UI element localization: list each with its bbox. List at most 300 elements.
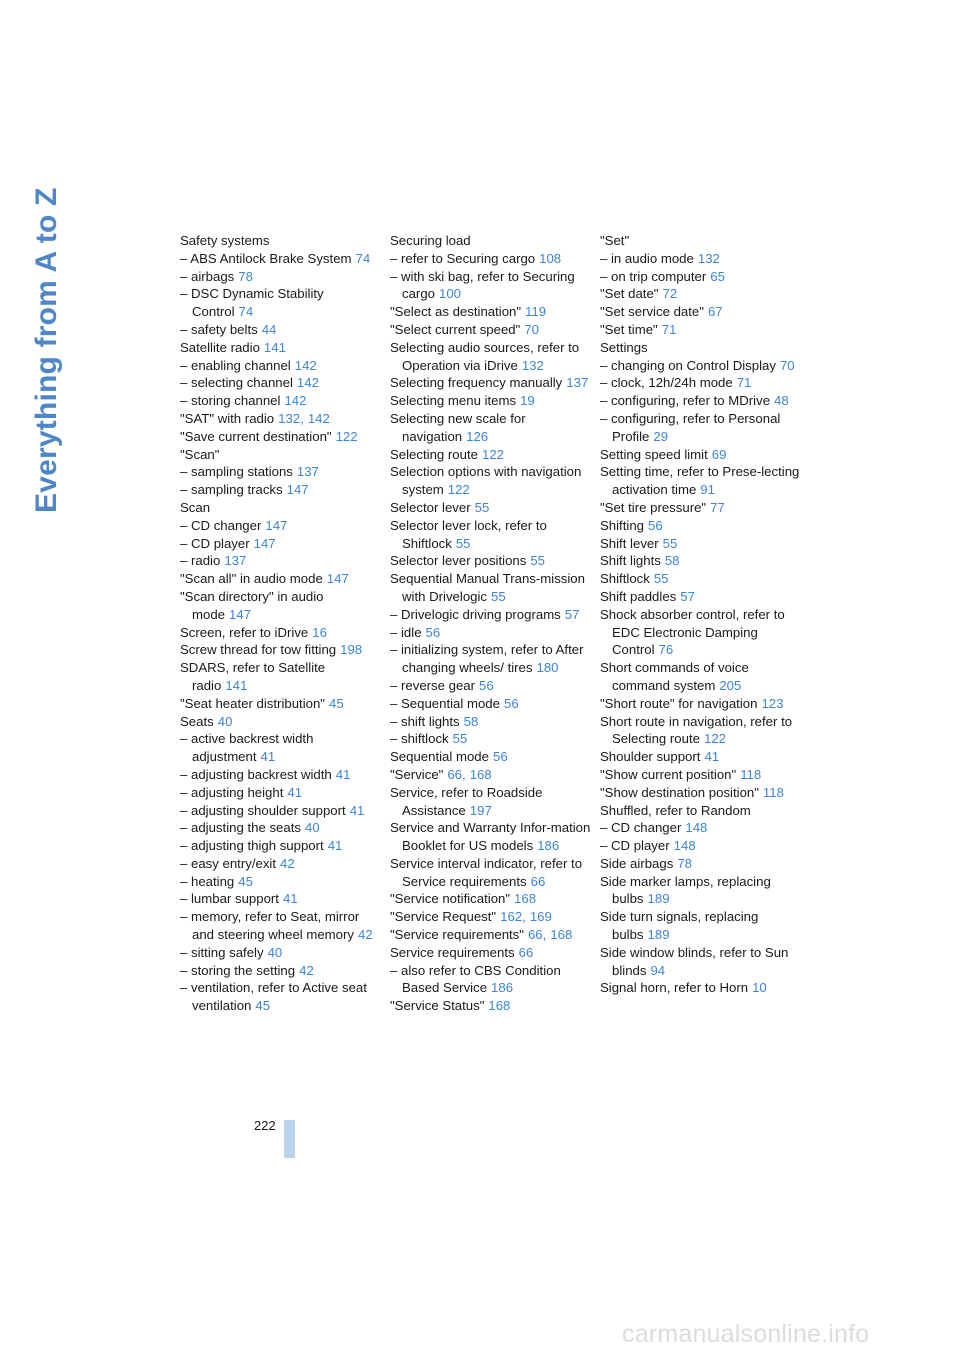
index-term: Shock absorber control, refer to EDC Electronic Damping Control [600, 606, 785, 658]
page-reference-link[interactable]: 189 [647, 891, 670, 907]
index-entry [180, 232, 380, 250]
index-term: Selecting menu items [390, 393, 517, 409]
page-reference-link[interactable]: 41 [287, 784, 303, 800]
index-entry [390, 641, 600, 677]
footer-watermark: carmanualsonline.info [622, 1320, 870, 1348]
index-term: – in audio mode [600, 250, 694, 266]
page-reference-link[interactable]: 162 [500, 909, 523, 925]
index-entry [390, 552, 600, 570]
index-term: – enabling channel [180, 357, 291, 373]
index-term: Service interval indicator, refer to Service requirements [390, 855, 583, 889]
index-entry [180, 285, 380, 321]
index-entry [600, 606, 810, 659]
index-entry [180, 446, 380, 464]
index-term: Short route in navigation, refer to Selecting route [600, 713, 793, 747]
index-term: – CD changer [180, 517, 262, 533]
index-entry [390, 713, 600, 731]
index-term: – active backrest width adjustment [180, 731, 314, 765]
index-entry [600, 410, 810, 446]
index-entry [180, 944, 380, 962]
page-reference-link[interactable]: 168 [469, 766, 492, 782]
index-entry [180, 695, 380, 713]
index-entry [390, 321, 600, 339]
index-term: Screw thread for tow fitting [180, 642, 337, 658]
page-reference-link[interactable]: 71 [661, 321, 677, 337]
index-term: Settings [600, 339, 648, 355]
page-reference-link[interactable]: 108 [539, 250, 562, 266]
page-reference-link[interactable]: 141 [263, 339, 286, 355]
page-reference-link[interactable]: 45 [255, 998, 271, 1014]
index-entry [390, 819, 600, 855]
index-entry [390, 695, 600, 713]
page-reference-link[interactable]: 186 [491, 980, 514, 996]
page-number-bar [284, 1120, 295, 1158]
page-reference-link[interactable]: 40 [267, 944, 283, 960]
page-reference-link[interactable]: 74 [355, 250, 371, 266]
index-term: Selecting audio sources, refer to Operation via iDrive [390, 339, 580, 373]
index-entry [600, 855, 810, 873]
index-entry [180, 570, 380, 588]
page-reference-link[interactable]: 123 [761, 695, 784, 711]
index-term: Side turn signals, replacing bulbs [600, 909, 759, 943]
index-entry [180, 855, 380, 873]
index-entry [180, 499, 380, 517]
index-entry [180, 374, 380, 392]
page-reference-link[interactable]: 147 [286, 482, 309, 498]
index-term: Shuffled, refer to Random [600, 802, 751, 818]
index-term: – sampling tracks [180, 482, 283, 498]
index-entry [390, 624, 600, 642]
index-term: Side marker lamps, replacing bulbs [600, 873, 771, 907]
index-entry [390, 446, 600, 464]
page-reference-link[interactable]: 56 [479, 677, 494, 693]
index-term: – adjusting height [180, 784, 284, 800]
index-term: – on trip computer [600, 268, 707, 284]
page-reference-link[interactable]: 55 [474, 499, 490, 515]
page-reference-link[interactable]: 132 [278, 410, 301, 426]
index-term: "Service" [390, 766, 444, 782]
index-term: "Show destination position" [600, 784, 759, 800]
page-reference-link[interactable]: 40 [304, 820, 320, 836]
page-reference-link[interactable]: 122 [703, 731, 726, 747]
page-reference-link[interactable]: 147 [326, 571, 349, 587]
index-entry [390, 748, 600, 766]
page-reference-link[interactable]: 57 [564, 606, 580, 622]
page-reference-link[interactable]: 205 [719, 677, 742, 693]
index-term: "Service Request" [390, 909, 497, 925]
index-entry [600, 517, 810, 535]
index-entry [180, 890, 380, 908]
index-entry [600, 784, 810, 802]
page-reference-link[interactable]: 41 [260, 749, 276, 765]
index-term: "SAT" with radio [180, 410, 275, 426]
index-entry [180, 641, 380, 659]
page-reference-link[interactable]: 41 [349, 802, 365, 818]
index-entry [600, 713, 810, 749]
page-reference-link[interactable]: 56 [492, 749, 508, 765]
index-entry [180, 713, 380, 731]
page-reference-link[interactable]: 69 [711, 446, 727, 462]
page-reference-link[interactable]: 142 [294, 357, 317, 373]
index-entry [180, 481, 380, 499]
index-entry [390, 570, 600, 606]
index-term: Scan [180, 499, 211, 515]
index-term: Satellite radio [180, 339, 260, 355]
index-entry [180, 766, 380, 784]
index-term: – CD player [600, 838, 670, 854]
index-entry [390, 499, 600, 517]
page-reference-link[interactable]: 44 [261, 321, 277, 337]
index-entry [600, 588, 810, 606]
page-reference-link[interactable]: 148 [685, 820, 708, 836]
index-term: Signal horn, refer to Horn [600, 980, 749, 996]
page-reference-link[interactable]: 148 [673, 838, 696, 854]
index-entry [180, 730, 380, 766]
index-term: Service and Warranty Infor-mation Booklet for US models [390, 820, 591, 854]
index-term: – DSC Dynamic Stability Control [180, 286, 324, 320]
index-entry [600, 873, 810, 909]
index-term: – heating [180, 873, 235, 889]
index-entry [180, 624, 380, 642]
page-reference-link[interactable]: 147 [229, 606, 252, 622]
page-reference-link[interactable]: 189 [647, 927, 670, 943]
page-reference-link[interactable]: 147 [265, 517, 288, 533]
index-entry [600, 268, 810, 286]
page-reference-link[interactable]: 186 [537, 838, 560, 854]
page-reference-link[interactable]: 66 [447, 766, 463, 782]
page-reference-link[interactable]: 168 [488, 998, 511, 1014]
index-term: – shift lights [390, 713, 460, 729]
index-entry: "Service" 66, 168 [390, 766, 492, 782]
page-reference-link[interactable]: 55 [662, 535, 678, 551]
index-column-2 [390, 232, 600, 1015]
index-entry [600, 357, 810, 375]
index-entry [390, 374, 600, 392]
index-term: – adjusting thigh support [180, 838, 324, 854]
index-term: – ABS Antilock Brake System [180, 250, 352, 266]
page-reference-link[interactable]: 16 [312, 624, 327, 640]
page-reference-link[interactable]: 147 [253, 535, 276, 551]
index-term: "Show current position" [600, 766, 737, 782]
index-term: – sitting safely [180, 944, 264, 960]
index-term: – initializing system, refer to After changing wheels/ tires [390, 642, 584, 676]
index-term: Securing load [390, 233, 471, 248]
page-reference-link[interactable]: 66 [530, 873, 546, 889]
page-reference-link[interactable]: 55 [455, 535, 471, 551]
index-entry [180, 873, 380, 891]
index-term: "Scan" [180, 446, 220, 462]
page-reference-link[interactable]: 66 [527, 927, 543, 943]
page-reference-link[interactable]: 137 [224, 553, 247, 569]
index-column-3 [600, 232, 810, 997]
page-reference-link[interactable]: 45 [329, 695, 344, 711]
index-term: Screen, refer to iDrive [180, 624, 309, 640]
index-term: – idle [390, 624, 422, 640]
page-reference-link[interactable]: 119 [525, 304, 547, 320]
index-entry [390, 606, 600, 624]
page-reference-link[interactable]: 198 [340, 642, 363, 658]
index-entry [390, 677, 600, 695]
index-entry [600, 303, 810, 321]
index-term: Sequential mode [390, 749, 489, 765]
index-entry [180, 357, 380, 375]
index-entry [600, 499, 810, 517]
index-term: Shifting [600, 517, 644, 533]
page-reference-link[interactable]: 41 [327, 838, 343, 854]
index-term: – Drivelogic driving programs [390, 606, 561, 622]
index-entry [390, 997, 600, 1015]
page-reference-link[interactable]: 141 [225, 677, 248, 693]
index-term: Service, refer to Roadside Assistance [390, 784, 543, 818]
index-term: – clock, 12h/24h mode [600, 375, 733, 391]
page-reference-link[interactable]: 137 [566, 375, 589, 391]
index-term: Shoulder support [600, 749, 701, 765]
page-reference-link[interactable]: 56 [648, 517, 663, 533]
index-entry [600, 766, 810, 784]
page-reference-link[interactable]: 71 [736, 375, 752, 391]
page-reference-link[interactable]: 118 [762, 784, 784, 800]
index-term: – configuring, refer to MDrive [600, 393, 771, 409]
index-term: "Save current destination" [180, 428, 332, 444]
index-term: Selector lever [390, 499, 471, 515]
index-entry [600, 979, 810, 997]
page-reference-link[interactable]: 45 [238, 873, 253, 889]
page-reference-link[interactable]: 56 [425, 624, 441, 640]
index-entry [600, 695, 810, 713]
index-term: "Service notification" [390, 891, 511, 907]
index-entry [180, 463, 380, 481]
page-reference-link[interactable]: 56 [503, 695, 519, 711]
index-term: – reverse gear [390, 677, 476, 693]
index-term: – changing on Control Display [600, 357, 776, 373]
page-reference-link[interactable]: 132 [697, 250, 720, 266]
page-reference-link[interactable]: 42 [299, 962, 314, 978]
page-reference-link[interactable]: 55 [530, 553, 546, 569]
index-term: Shift lights [600, 553, 661, 569]
index-entry [600, 463, 810, 499]
index-term: – adjusting the seats [180, 820, 301, 836]
index-term: Safety systems [180, 233, 270, 248]
index-entry: "Service requirements" 66, 168 [390, 927, 573, 943]
index-entry [390, 392, 600, 410]
page-reference-link[interactable]: 122 [481, 446, 504, 462]
index-term: Shift paddles [600, 588, 677, 604]
page-reference-link[interactable]: 42 [358, 927, 373, 943]
index-entry [390, 463, 600, 499]
index-term: "Seat heater distribution" [180, 695, 325, 711]
index-entry [180, 962, 380, 980]
index-entry [600, 392, 810, 410]
index-entry [390, 730, 600, 748]
page-reference-link[interactable]: 197 [469, 802, 492, 818]
index-entry [600, 570, 810, 588]
index-entry [600, 339, 810, 357]
page-reference-link[interactable]: 70 [779, 357, 795, 373]
index-term: – ventilation, refer to Active seat ventilation [180, 980, 367, 1014]
page-reference-link[interactable]: 41 [704, 749, 720, 765]
index-term: SDARS, refer to Satellite radio [180, 660, 326, 693]
index-entry [180, 979, 380, 1015]
page-reference-link[interactable]: 94 [650, 962, 666, 978]
page-reference-link[interactable]: 137 [296, 464, 319, 480]
index-term: Setting time, refer to Prese-lecting activation time [600, 464, 800, 498]
page-reference-link[interactable]: 40 [217, 713, 233, 729]
index-term: "Set" [600, 233, 630, 248]
index-entry [180, 802, 380, 820]
page-reference-link[interactable]: 19 [520, 393, 535, 409]
page-reference-link[interactable]: 66 [518, 944, 534, 960]
page-reference-link[interactable]: 168 [514, 891, 537, 907]
page-reference-link[interactable]: 77 [710, 499, 725, 515]
index-term: – safety belts [180, 321, 258, 337]
index-entry [390, 410, 600, 446]
index-entry [600, 748, 810, 766]
page-reference-link[interactable]: 122 [335, 428, 358, 444]
index-entry [600, 250, 810, 268]
index-term: "Set time" [600, 321, 658, 337]
index-term: Side airbags [600, 855, 674, 871]
index-term: – memory, refer to Seat, mirror and steering wheel memory [180, 909, 360, 943]
index-term: – radio [180, 553, 221, 569]
index-entry: "SAT" with radio 132, 142 [180, 410, 330, 426]
index-entry [180, 588, 380, 624]
page-reference-link[interactable]: 169 [529, 909, 552, 925]
page-reference-link[interactable]: 42 [280, 855, 295, 871]
index-entry [600, 446, 810, 464]
page-reference-link[interactable]: 41 [335, 766, 351, 782]
index-entry [180, 837, 380, 855]
index-term: "Set tire pressure" [600, 499, 707, 515]
page-reference-link[interactable]: 76 [658, 642, 674, 658]
index-entry [600, 232, 810, 250]
index-entry [600, 819, 810, 837]
index-term: – easy entry/exit [180, 855, 277, 871]
index-term: – CD changer [600, 820, 682, 836]
index-entry [390, 784, 600, 820]
index-term: – shiftlock [390, 731, 449, 747]
index-term: – configuring, refer to Personal Profile [600, 410, 781, 444]
index-term: "Set date" [600, 286, 659, 302]
page-reference-link[interactable]: 57 [680, 588, 695, 604]
index-entry [390, 250, 600, 268]
index-entry [180, 517, 380, 535]
page-reference-link[interactable]: 118 [740, 766, 762, 782]
index-entry [180, 784, 380, 802]
index-term: Sequential Manual Trans-mission with Drivelogic [390, 571, 585, 604]
index-entry [600, 659, 810, 695]
page-reference-link[interactable]: 72 [662, 286, 678, 302]
index-entry: "Service Request" 162, 169 [390, 909, 552, 925]
page-reference-link[interactable]: 65 [710, 268, 725, 284]
index-term: Selector lever lock, refer to Shiftlock [390, 517, 547, 551]
index-entry [390, 855, 600, 891]
index-entry [180, 819, 380, 837]
page-reference-link[interactable]: 74 [238, 304, 254, 320]
index-entry [180, 552, 380, 570]
index-entry [600, 802, 810, 820]
page-reference-link[interactable]: 91 [700, 482, 715, 498]
page-reference-link[interactable]: 142 [296, 375, 319, 391]
page-reference-link[interactable]: 168 [550, 927, 573, 943]
page-reference-link[interactable]: 122 [447, 482, 470, 498]
index-term: – adjusting backrest width [180, 766, 332, 782]
index-term: Selecting frequency manually [390, 375, 563, 391]
index-entry [390, 303, 600, 321]
page-reference-link[interactable]: 78 [238, 268, 253, 284]
index-term: Selection options with navigation system [390, 464, 582, 498]
index-term: – with ski bag, refer to Securing cargo [390, 268, 575, 302]
index-term: "Set service date" [600, 304, 704, 320]
index-term: – also refer to CBS Condition Based Service [390, 962, 561, 996]
index-entry [390, 962, 600, 998]
index-entry [390, 890, 600, 908]
index-entry [180, 321, 380, 339]
index-term: – CD player [180, 535, 250, 551]
index-entry [600, 374, 810, 392]
page-reference-link[interactable]: 58 [463, 713, 479, 729]
page-reference-link[interactable]: 100 [439, 286, 462, 302]
index-term: Short commands of voice command system [600, 660, 749, 693]
index-term: – adjusting shoulder support [180, 802, 346, 818]
page-reference-link[interactable]: 55 [491, 588, 506, 604]
index-entry [180, 392, 380, 410]
index-term: "Service Status" [390, 998, 485, 1014]
index-entry [390, 944, 600, 962]
page-reference-link[interactable]: 67 [707, 304, 723, 320]
page-reference-link[interactable]: 180 [536, 660, 559, 676]
page-number: 222 [254, 1118, 276, 1133]
index-term: Service requirements [390, 944, 515, 960]
index-term: "Service requirements" [390, 927, 524, 943]
page-reference-link[interactable]: 132 [521, 357, 544, 373]
index-term: "Scan directory" in audio mode [180, 588, 324, 622]
index-entry [180, 339, 380, 357]
page-reference-link[interactable]: 41 [282, 891, 298, 907]
index-term: "Short route" for navigation [600, 695, 758, 711]
page-reference-link[interactable]: 142 [307, 410, 330, 426]
index-term: "Scan all" in audio mode [180, 571, 323, 587]
page-reference-link[interactable]: 126 [466, 428, 489, 444]
page-reference-link[interactable]: 55 [653, 571, 669, 587]
section-title: Everything from A to Z [30, 187, 63, 513]
page-reference-link[interactable]: 55 [452, 731, 468, 747]
page-reference-link[interactable]: 29 [653, 428, 669, 444]
index-term: Side window blinds, refer to Sun blinds [600, 944, 789, 978]
index-entry [180, 535, 380, 553]
page-reference-link[interactable]: 48 [774, 393, 789, 409]
index-term: – selecting channel [180, 375, 293, 391]
page-reference-link[interactable]: 78 [677, 855, 692, 871]
index-entry [600, 944, 810, 980]
index-term: – sampling stations [180, 464, 293, 480]
index-term: – Sequential mode [390, 695, 500, 711]
page-reference-link[interactable]: 142 [284, 393, 307, 409]
index-term: Setting speed limit [600, 446, 708, 462]
index-entry [600, 552, 810, 570]
index-entry [600, 321, 810, 339]
index-entry [180, 268, 380, 286]
index-entry [390, 268, 600, 304]
index-entry [180, 428, 380, 446]
page-reference-link[interactable]: 70 [524, 321, 539, 337]
page-reference-link[interactable]: 10 [752, 980, 767, 996]
page-reference-link[interactable]: 58 [664, 553, 680, 569]
index-term: – storing channel [180, 393, 281, 409]
index-entry [390, 339, 600, 375]
index-entry [390, 517, 600, 553]
index-entry [600, 535, 810, 553]
index-term: – storing the setting [180, 962, 296, 978]
